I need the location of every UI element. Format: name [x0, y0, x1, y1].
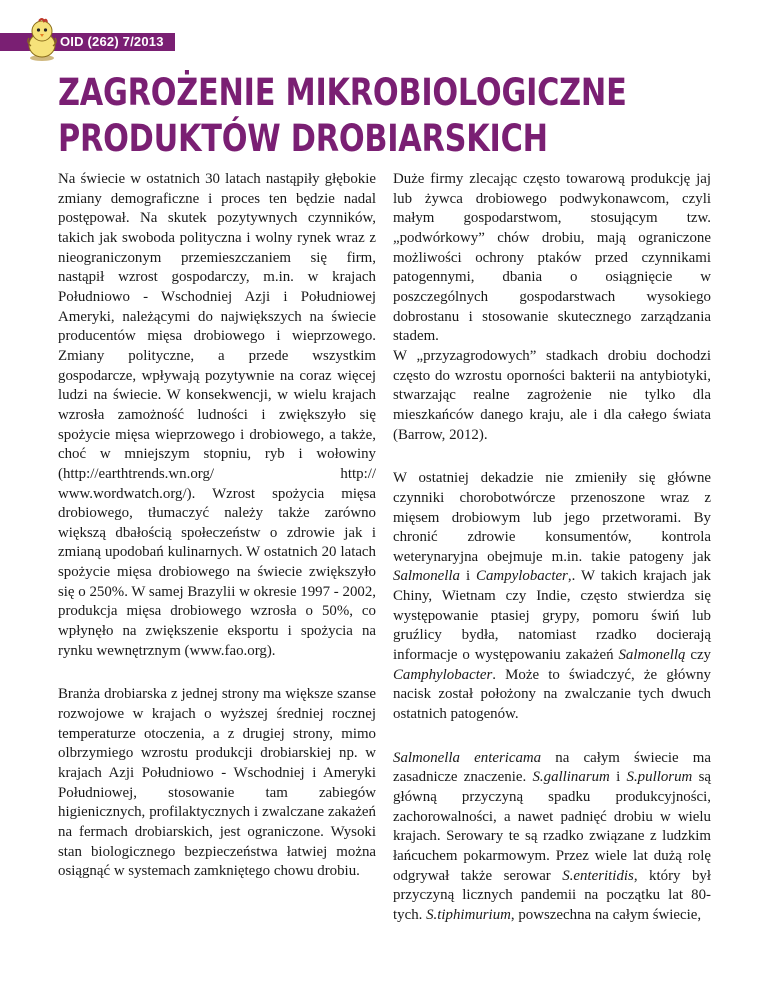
text: . Może to świadczyć, że główny nacisk został położony na zwalczanie tych dwuch ostatnich patogenów. — [393, 666, 711, 723]
text: i — [609, 769, 627, 786]
paragraph — [393, 469, 711, 725]
italic-term: Salmonella — [393, 568, 461, 585]
issue-label: OID (262) 7/2013 — [60, 34, 164, 49]
paragraph: Na świecie w ostatnich 30 latach nastąpiły głębokie zmiany demograficzne i proces ten będzie nadal postępował. Na skutek pozytywnych czynników, takich jak swoboda polityczna i wolny rynek wraz z nieograniczonym przemieszczaniem się firm, nastąpił wzrost gospodarczy, m.in. w krajach Południowo - Wschodniej Azji i Południowej Ameryki, należącymi do największych na świecie producentów mięsa drobiowego i wieprzowego. Zmiany polityczne, a przede wszystkim gospodarcze, wpływają pozytywnie na coraz więcej ludzi na świecie. W konsekwencji, w wielu krajach wzrosła zamożność ludności i zwiększyło się spożycie mięsa wieprzowego i drobiowego, a także, choć w mniejszym stopniu, ryb i wołowiny (http://earthtrends.wn.org/ http:// www.wordwatch.org/). Wzrost spożycia mięsa drobiowego, tłumaczyć należy także zarówno większą dbałością społeczeństw o zdrowie jak i zmianą upodobań kulinarnych. W ostatnich 20 latach spożycie mięsa drobiowego na świecie zwiększyło się o 250%. W samej Brazylii w okresie 1997 - 2002, produkcja mięsa drobiowego wzrosła o 50%, co wpłynęło na zwiększenie eksportu i spożycia na rynku wewnętrznym (www.fao.org). — [58, 171, 376, 659]
left-column — [58, 170, 376, 882]
italic-term: S.gallinarum — [532, 769, 610, 786]
paragraph-text: W „przyzagrodowych” stadkach drobiu dochodzi często do wzrostu oporności bakterii na antybiotyki, stwarzając realne zagrożenie nie tylko dla mieszkańców danego kraju, ale i dla całego świata (Barrow, 2012). — [393, 347, 711, 443]
page-title — [58, 70, 627, 162]
text: W ostatniej dekadzie nie zmieniły się główne czynniki chorobotwórcze przenoszone wraz z mięsem drobiowym lub jego przetworami. By chronić zdrowie konsumentów, kontrola weterynaryjna obejmuje m.in. takie patogeny jak — [393, 470, 711, 565]
text: czy — [685, 647, 711, 664]
italic-term: S.tiphimurium — [426, 906, 511, 923]
text: , powszechna na całym świecie, — [510, 906, 702, 923]
paragraph: Branża drobiarska z jednej strony ma większe szanse rozwojowe w krajach o wyższej średniej rocznej temperaturze otoczenia, a z drugiej strony, mimo olbrzymiego wzrostu produkcji drobiarskiej np. w krajach Azji Południowo - Wschodniej i Ameryki Południowej, stosowanie tam zabiegów higienicznych, profilaktycznych i zwalczane zakażeń na fermach drobiarskich, jest ograniczone. Wysoki stan biologicznego bezpieczeństwa łatwiej można osiągnąć w systemach zamkniętego chowu drobiu. — [58, 686, 376, 880]
paragraph — [393, 749, 711, 926]
title-line-2: PRODUKTÓW DROBIARSKICH — [58, 117, 548, 160]
italic-term: Salmonella entericama — [393, 749, 542, 766]
text: są główną przyczyną spadku produkcyjności, zachorowalności, a nawet padnięć drobiu w wielu krajach. Serowary te są rzadko związane z ludzkim łańcuchem pokarmowym. Przez wiele lat dużą rolę odgrywał także serowar — [393, 769, 711, 884]
italic-term: Campylobacter — [476, 568, 568, 585]
italic-term: Salmonellą — [618, 647, 686, 664]
italic-term: S.pullorum — [626, 769, 693, 786]
paragraph-text: Duże firmy zlecając często towarową produkcję jaj lub żywca drobiowego podwykonawcom, czyli małym gospodarstwom, stosującym tzw. „podwórkowy” chów drobiu, mają ograniczone możliwości ochrony ptaków przed czynnikami patogennymi, dbania o osiągnięcie w poszczególnych gospodarstwach wysokiego dobrostanu i stosowanie skutecznego zarządzania stadem. — [393, 171, 711, 345]
italic-term: S.enteritidis — [562, 867, 634, 884]
text: , który był przyczyną licznych pandemii na początku lat 80-tych. — [393, 867, 711, 923]
paragraph — [393, 170, 711, 445]
italic-term: Camphylobacter — [393, 666, 493, 683]
text: na całym świecie ma zasadnicze znaczenie. — [393, 749, 711, 786]
text: i — [460, 568, 477, 585]
text: ,. W takich krajach jak Chiny, Wietnam czy Indie, często stwierdza się występowanie ptasiej grypy, pomoru świń lub gruźlicy bydła, natomiast rzadko docierają informacje o występowaniu zakażeń — [393, 568, 711, 664]
title-line-1: ZAGROŻENIE MIKROBIOLOGICZNE — [58, 71, 627, 114]
chick-mascot-icon — [22, 18, 62, 62]
right-column — [393, 170, 711, 926]
